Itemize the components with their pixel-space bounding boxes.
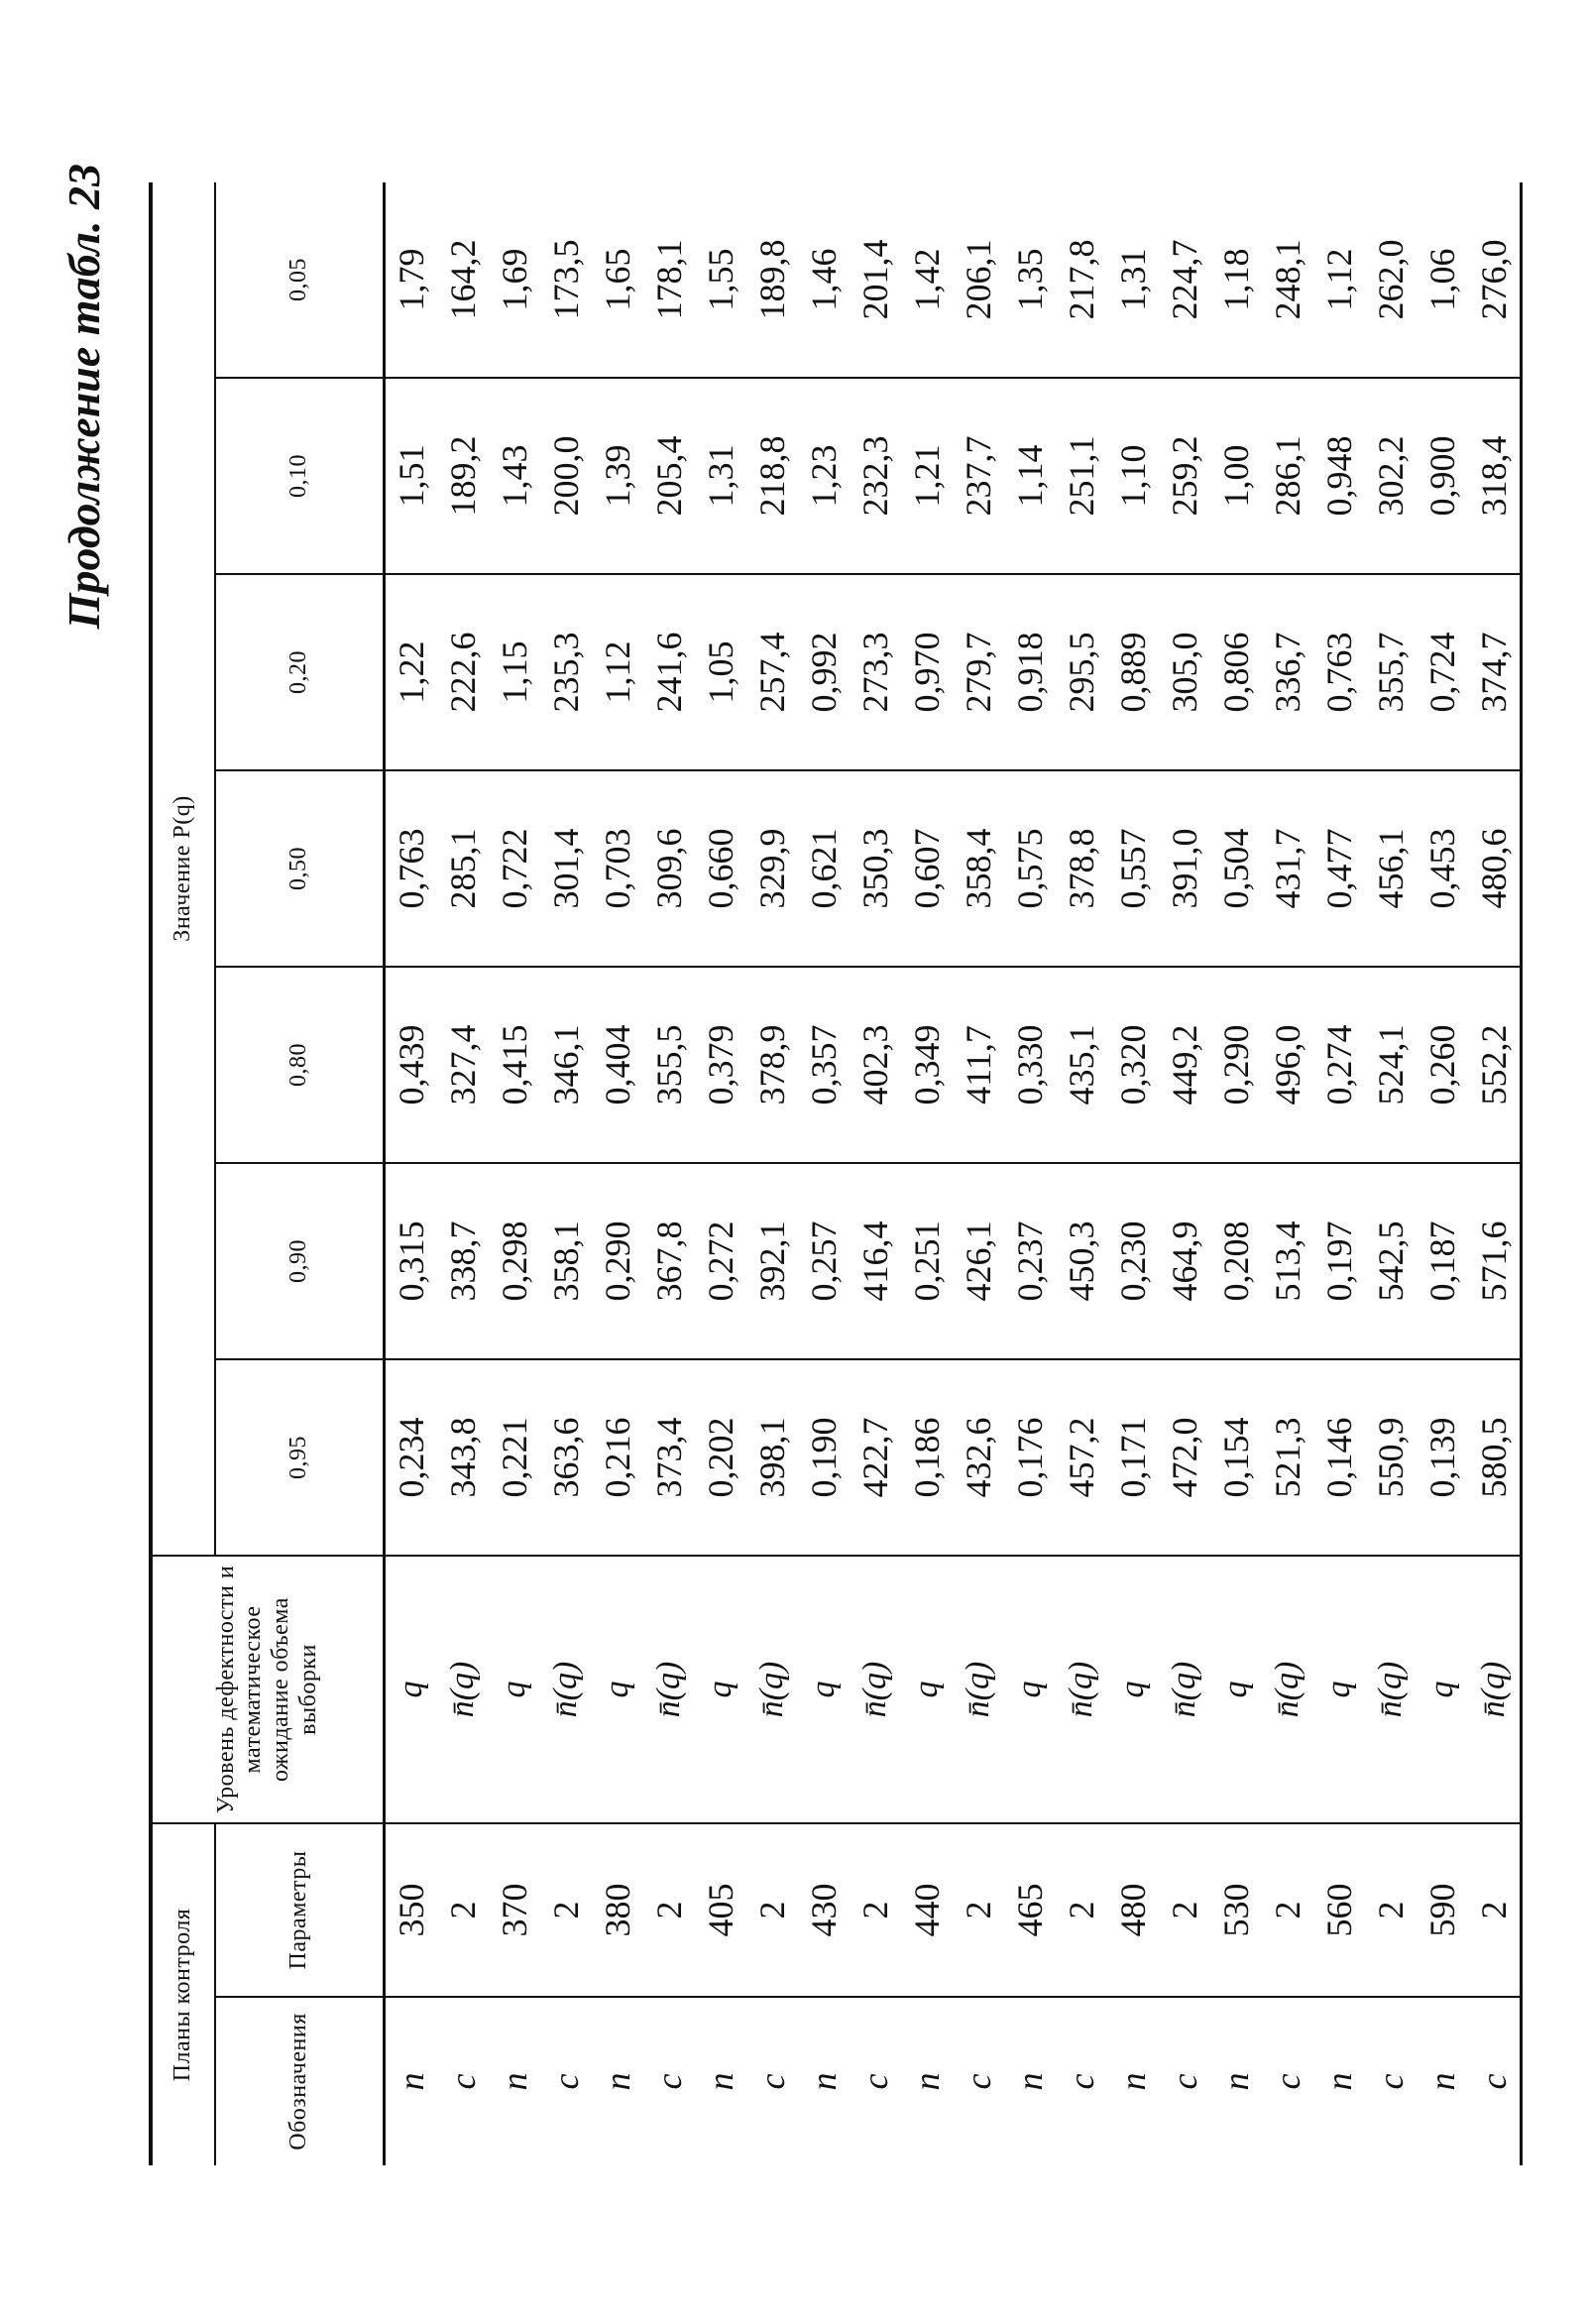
- table-row: [953, 182, 1004, 2165]
- value-nq: 480,6: [1468, 770, 1522, 967]
- symbol-nq: n̄(q): [643, 1556, 695, 1823]
- table-row: [1313, 182, 1365, 2165]
- value-nq: 513,4: [1262, 1163, 1313, 1359]
- value-q: 1,18: [1216, 248, 1256, 311]
- value-q: 1,10: [1107, 378, 1159, 574]
- value-nq: 301,4: [540, 770, 592, 967]
- symbol-q: q: [385, 1556, 438, 1823]
- value-nq: 251,1: [1056, 378, 1107, 574]
- table-header: [151, 182, 385, 2165]
- value-q: 0,330: [1004, 967, 1056, 1163]
- value-q: 0,379: [695, 967, 746, 1163]
- symbol-q: q: [798, 1556, 850, 1823]
- value-q: 1,65: [598, 248, 637, 311]
- symbol-nq: n̄(q): [1365, 1556, 1417, 1823]
- designation-n: n: [1210, 1997, 1262, 2165]
- designation-c: c: [1468, 1997, 1522, 2165]
- value-nq: 524,1: [1365, 967, 1417, 1163]
- table-row: [901, 182, 953, 2165]
- value-q: 1,06: [1422, 248, 1462, 311]
- param-n: 530: [1210, 1823, 1262, 1997]
- value-q: 0,230: [1107, 1163, 1159, 1359]
- value-nq: 550,9: [1365, 1359, 1417, 1556]
- value-q: 0,154: [1210, 1359, 1262, 1556]
- header-designations: Обозначения: [215, 1997, 385, 2165]
- param-c: 2: [1056, 1823, 1107, 1997]
- value-nq: 431,7: [1262, 770, 1313, 967]
- header-p-0.10: 0,10: [215, 378, 385, 574]
- param-c: 2: [1365, 1823, 1417, 1997]
- param-c: 2: [1262, 1823, 1313, 1997]
- symbol-q: q: [1210, 1556, 1262, 1823]
- value-nq: 496,0: [1262, 967, 1313, 1163]
- value-nq: 358,1: [540, 1163, 592, 1359]
- header-p-group: Значение P(q): [151, 182, 215, 1556]
- table-row: [695, 182, 746, 2165]
- value-q: 1,23: [798, 378, 850, 574]
- symbol-nq: n̄(q): [850, 1556, 901, 1823]
- value-nq: 305,0: [1159, 574, 1210, 770]
- designation-n: n: [385, 1997, 438, 2165]
- value-nq: 327,4: [437, 967, 489, 1163]
- value-nq: 571,6: [1468, 1163, 1522, 1359]
- value-nq: 580,5: [1468, 1359, 1522, 1556]
- control-plans-table: [149, 182, 1523, 2165]
- value-nq: 411,7: [953, 967, 1004, 1163]
- value-nq: 237,7: [953, 378, 1004, 574]
- value-nq: 257,4: [746, 574, 798, 770]
- header-p-0.90: 0,90: [215, 1163, 385, 1359]
- symbol-q: q: [695, 1556, 746, 1823]
- value-q: 0,763: [385, 770, 438, 967]
- value-nq: 189,2: [437, 378, 489, 574]
- value-nq: 248,1: [1268, 239, 1307, 320]
- value-nq: 378,9: [746, 967, 798, 1163]
- table-row: [385, 182, 438, 2165]
- value-q: 1,79: [392, 248, 431, 311]
- header-p-0.05: 0,05: [215, 182, 385, 378]
- value-nq: 201,4: [855, 239, 895, 320]
- value-q: 0,234: [385, 1359, 438, 1556]
- param-n: 380: [592, 1823, 643, 1997]
- value-q: 0,260: [1417, 967, 1468, 1163]
- value-nq: 279,7: [953, 574, 1004, 770]
- symbol-q: q: [1417, 1556, 1468, 1823]
- value-q: 0,202: [695, 1359, 746, 1556]
- value-nq: 302,2: [1365, 378, 1417, 574]
- header-plans-group: Планы контроля: [151, 1823, 215, 2165]
- value-q: 0,948: [1313, 378, 1365, 574]
- value-nq: 398,1: [746, 1359, 798, 1556]
- designation-n: n: [1004, 1997, 1056, 2165]
- table-row: [1159, 182, 1210, 2165]
- value-q: 0,251: [901, 1163, 953, 1359]
- designation-n: n: [1313, 1997, 1365, 2165]
- value-q: 0,439: [385, 967, 438, 1163]
- table-row: [540, 182, 592, 2165]
- value-q: 1,21: [901, 378, 953, 574]
- value-nq: 309,6: [643, 770, 695, 967]
- value-nq: 224,7: [1165, 239, 1204, 320]
- value-q: 1,39: [592, 378, 643, 574]
- param-c: 2: [746, 1823, 798, 1997]
- value-q: 0,722: [489, 770, 540, 967]
- value-nq: 232,3: [850, 378, 901, 574]
- param-c: 2: [437, 1823, 489, 1997]
- symbol-q: q: [1313, 1556, 1365, 1823]
- param-n: 350: [385, 1823, 438, 1997]
- table-row: [592, 182, 643, 2165]
- table-row: [489, 182, 540, 2165]
- value-q: 0,724: [1417, 574, 1468, 770]
- value-nq: 456,1: [1365, 770, 1417, 967]
- value-q: 0,298: [489, 1163, 540, 1359]
- value-nq: 205,4: [643, 378, 695, 574]
- designation-c: c: [953, 1997, 1004, 2165]
- value-nq: 206,1: [959, 239, 998, 320]
- symbol-q: q: [901, 1556, 953, 1823]
- value-nq: 318,4: [1468, 378, 1522, 574]
- table-body: [385, 182, 1522, 2165]
- header-p-0.80: 0,80: [215, 967, 385, 1163]
- value-q: 1,05: [695, 574, 746, 770]
- value-q: 0,557: [1107, 770, 1159, 967]
- symbol-nq: n̄(q): [1159, 1556, 1210, 1823]
- value-nq: 367,8: [643, 1163, 695, 1359]
- value-q: 0,290: [592, 1163, 643, 1359]
- symbol-nq: n̄(q): [1056, 1556, 1107, 1823]
- value-q: 1,14: [1004, 378, 1056, 574]
- value-q: 1,22: [385, 574, 438, 770]
- param-c: 2: [850, 1823, 901, 1997]
- value-q: 0,171: [1107, 1359, 1159, 1556]
- value-nq: 222,6: [437, 574, 489, 770]
- table-row: [1468, 182, 1522, 2165]
- value-q: 1,31: [1113, 248, 1153, 311]
- value-nq: 464,9: [1159, 1163, 1210, 1359]
- value-q: 0,703: [592, 770, 643, 967]
- value-q: 0,357: [798, 967, 850, 1163]
- header-p-0.95: 0,95: [215, 1359, 385, 1556]
- header-p-0.50: 0,50: [215, 770, 385, 967]
- value-nq: 241,6: [643, 574, 695, 770]
- value-nq: 416,4: [850, 1163, 901, 1359]
- value-nq: 200,0: [540, 378, 592, 574]
- param-c: 2: [1159, 1823, 1210, 1997]
- designation-n: n: [1417, 1997, 1468, 2165]
- param-n: 405: [695, 1823, 746, 1997]
- value-q: 0,477: [1313, 770, 1365, 967]
- value-q: 0,320: [1107, 967, 1159, 1163]
- table-row: [1056, 182, 1107, 2165]
- value-nq: 426,1: [953, 1163, 1004, 1359]
- table-row: [746, 182, 798, 2165]
- value-q: 0,453: [1417, 770, 1468, 967]
- table-row: [1262, 182, 1313, 2165]
- value-q: 0,504: [1210, 770, 1262, 967]
- value-nq: 164,2: [443, 239, 483, 320]
- table-row: [1210, 182, 1262, 2165]
- header-p-0.20: 0,20: [215, 574, 385, 770]
- value-q: 0,621: [798, 770, 850, 967]
- symbol-nq: n̄(q): [953, 1556, 1004, 1823]
- value-nq: 218,8: [746, 378, 798, 574]
- designation-n: n: [901, 1997, 953, 2165]
- value-q: 1,46: [804, 248, 844, 311]
- designation-c: c: [1262, 1997, 1313, 2165]
- table-row: [1417, 182, 1468, 2165]
- param-n: 370: [489, 1823, 540, 1997]
- value-nq: 178,1: [649, 239, 689, 320]
- value-nq: 378,8: [1056, 770, 1107, 967]
- value-nq: 449,2: [1159, 967, 1210, 1163]
- table-row: [850, 182, 901, 2165]
- table-row: [643, 182, 695, 2165]
- value-q: 0,139: [1417, 1359, 1468, 1556]
- value-nq: 422,7: [850, 1359, 901, 1556]
- table-row: [1365, 182, 1417, 2165]
- designation-n: n: [592, 1997, 643, 2165]
- value-nq: 273,3: [850, 574, 901, 770]
- value-q: 0,272: [695, 1163, 746, 1359]
- value-nq: 173,5: [546, 239, 586, 320]
- value-q: 0,197: [1313, 1163, 1365, 1359]
- designation-c: c: [643, 1997, 695, 2165]
- value-q: 0,216: [592, 1359, 643, 1556]
- value-nq: 276,0: [1468, 182, 1522, 378]
- param-n: 480: [1107, 1823, 1159, 1997]
- value-q: 1,15: [489, 574, 540, 770]
- value-nq: 552,2: [1468, 967, 1522, 1163]
- param-n: 560: [1313, 1823, 1365, 1997]
- value-q: 0,315: [385, 1163, 438, 1359]
- param-n: 440: [901, 1823, 953, 1997]
- value-nq: 391,0: [1159, 770, 1210, 967]
- symbol-nq: n̄(q): [1468, 1556, 1522, 1823]
- symbol-q: q: [592, 1556, 643, 1823]
- value-q: 0,290: [1210, 967, 1262, 1163]
- value-nq: 358,4: [953, 770, 1004, 967]
- designation-c: c: [1159, 1997, 1210, 2165]
- symbol-nq: n̄(q): [1262, 1556, 1313, 1823]
- value-q: 0,146: [1313, 1359, 1365, 1556]
- value-nq: 363,6: [540, 1359, 592, 1556]
- value-q: 0,176: [1004, 1359, 1056, 1556]
- designation-c: c: [850, 1997, 901, 2165]
- param-c: 2: [643, 1823, 695, 1997]
- param-n: 430: [798, 1823, 850, 1997]
- value-q: 0,349: [901, 967, 953, 1163]
- symbol-nq: n̄(q): [746, 1556, 798, 1823]
- value-q: 0,900: [1417, 378, 1468, 574]
- value-nq: 432,6: [953, 1359, 1004, 1556]
- value-q: 0,970: [901, 574, 953, 770]
- value-q: 0,415: [489, 967, 540, 1163]
- value-q: 1,31: [695, 378, 746, 574]
- designation-n: n: [489, 1997, 540, 2165]
- symbol-q: q: [1107, 1556, 1159, 1823]
- value-q: 1,69: [495, 248, 534, 311]
- table-caption: Продолжение табл. 23: [58, 164, 109, 630]
- value-q: 0,237: [1004, 1163, 1056, 1359]
- header-parameters: Параметры: [215, 1823, 385, 1997]
- value-nq: 343,8: [437, 1359, 489, 1556]
- value-nq: 336,7: [1262, 574, 1313, 770]
- value-q: 0,186: [901, 1359, 953, 1556]
- value-nq: 402,3: [850, 967, 901, 1163]
- value-nq: 355,7: [1365, 574, 1417, 770]
- value-nq: 373,4: [643, 1359, 695, 1556]
- designation-n: n: [798, 1997, 850, 2165]
- value-nq: 235,3: [540, 574, 592, 770]
- value-nq: 286,1: [1262, 378, 1313, 574]
- value-q: 0,257: [798, 1163, 850, 1359]
- table-row: [437, 182, 489, 2165]
- value-q: 0,208: [1210, 1163, 1262, 1359]
- value-nq: 338,7: [437, 1163, 489, 1359]
- value-nq: 457,2: [1056, 1359, 1107, 1556]
- value-q: 0,763: [1313, 574, 1365, 770]
- symbol-q: q: [489, 1556, 540, 1823]
- param-n: 465: [1004, 1823, 1056, 1997]
- value-q: 0,918: [1004, 574, 1056, 770]
- value-q: 0,404: [592, 967, 643, 1163]
- value-q: 1,12: [1319, 248, 1359, 311]
- value-q: 1,12: [592, 574, 643, 770]
- value-q: 1,00: [1210, 378, 1262, 574]
- table-row: [798, 182, 850, 2165]
- value-nq: 259,2: [1159, 378, 1210, 574]
- value-nq: 217,8: [1062, 239, 1101, 320]
- header-defect-level: Уровень дефектности и математическое ожидание объема выборки: [151, 1556, 385, 1823]
- value-q: 0,992: [798, 574, 850, 770]
- value-q: 0,190: [798, 1359, 850, 1556]
- table-row: [1004, 182, 1056, 2165]
- designation-c: c: [1365, 1997, 1417, 2165]
- value-q: 0,889: [1107, 574, 1159, 770]
- designation-c: c: [1056, 1997, 1107, 2165]
- value-nq: 374,7: [1468, 574, 1522, 770]
- symbol-nq: n̄(q): [540, 1556, 592, 1823]
- value-nq: 295,5: [1056, 574, 1107, 770]
- value-q: 0,187: [1417, 1163, 1468, 1359]
- value-q: 0,806: [1210, 574, 1262, 770]
- value-nq: 450,3: [1056, 1163, 1107, 1359]
- value-nq: 521,3: [1262, 1359, 1313, 1556]
- value-nq: 392,1: [746, 1163, 798, 1359]
- symbol-nq: n̄(q): [437, 1556, 489, 1823]
- value-q: 0,274: [1313, 967, 1365, 1163]
- value-q: 0,221: [489, 1359, 540, 1556]
- designation-c: c: [437, 1997, 489, 2165]
- table-row: [1107, 182, 1159, 2165]
- param-c: 2: [1468, 1823, 1522, 1997]
- value-q: 0,660: [695, 770, 746, 967]
- value-q: 0,575: [1004, 770, 1056, 967]
- value-nq: 472,0: [1159, 1359, 1210, 1556]
- value-nq: 350,3: [850, 770, 901, 967]
- value-q: 1,42: [907, 248, 947, 311]
- value-q: 1,55: [701, 248, 740, 311]
- value-nq: 285,1: [437, 770, 489, 967]
- value-nq: 542,5: [1365, 1163, 1417, 1359]
- value-nq: 262,0: [1371, 239, 1411, 320]
- value-q: 1,35: [1010, 248, 1050, 311]
- designation-c: c: [540, 1997, 592, 2165]
- value-q: 1,51: [385, 378, 438, 574]
- value-nq: 329,9: [746, 770, 798, 967]
- value-nq: 189,8: [752, 239, 792, 320]
- param-c: 2: [540, 1823, 592, 1997]
- symbol-q: q: [1004, 1556, 1056, 1823]
- value-nq: 355,5: [643, 967, 695, 1163]
- param-c: 2: [953, 1823, 1004, 1997]
- value-q: 0,607: [901, 770, 953, 967]
- designation-n: n: [1107, 1997, 1159, 2165]
- param-n: 590: [1417, 1823, 1468, 1997]
- value-nq: 346,1: [540, 967, 592, 1163]
- designation-n: n: [695, 1997, 746, 2165]
- designation-c: c: [746, 1997, 798, 2165]
- value-q: 1,43: [489, 378, 540, 574]
- value-nq: 435,1: [1056, 967, 1107, 1163]
